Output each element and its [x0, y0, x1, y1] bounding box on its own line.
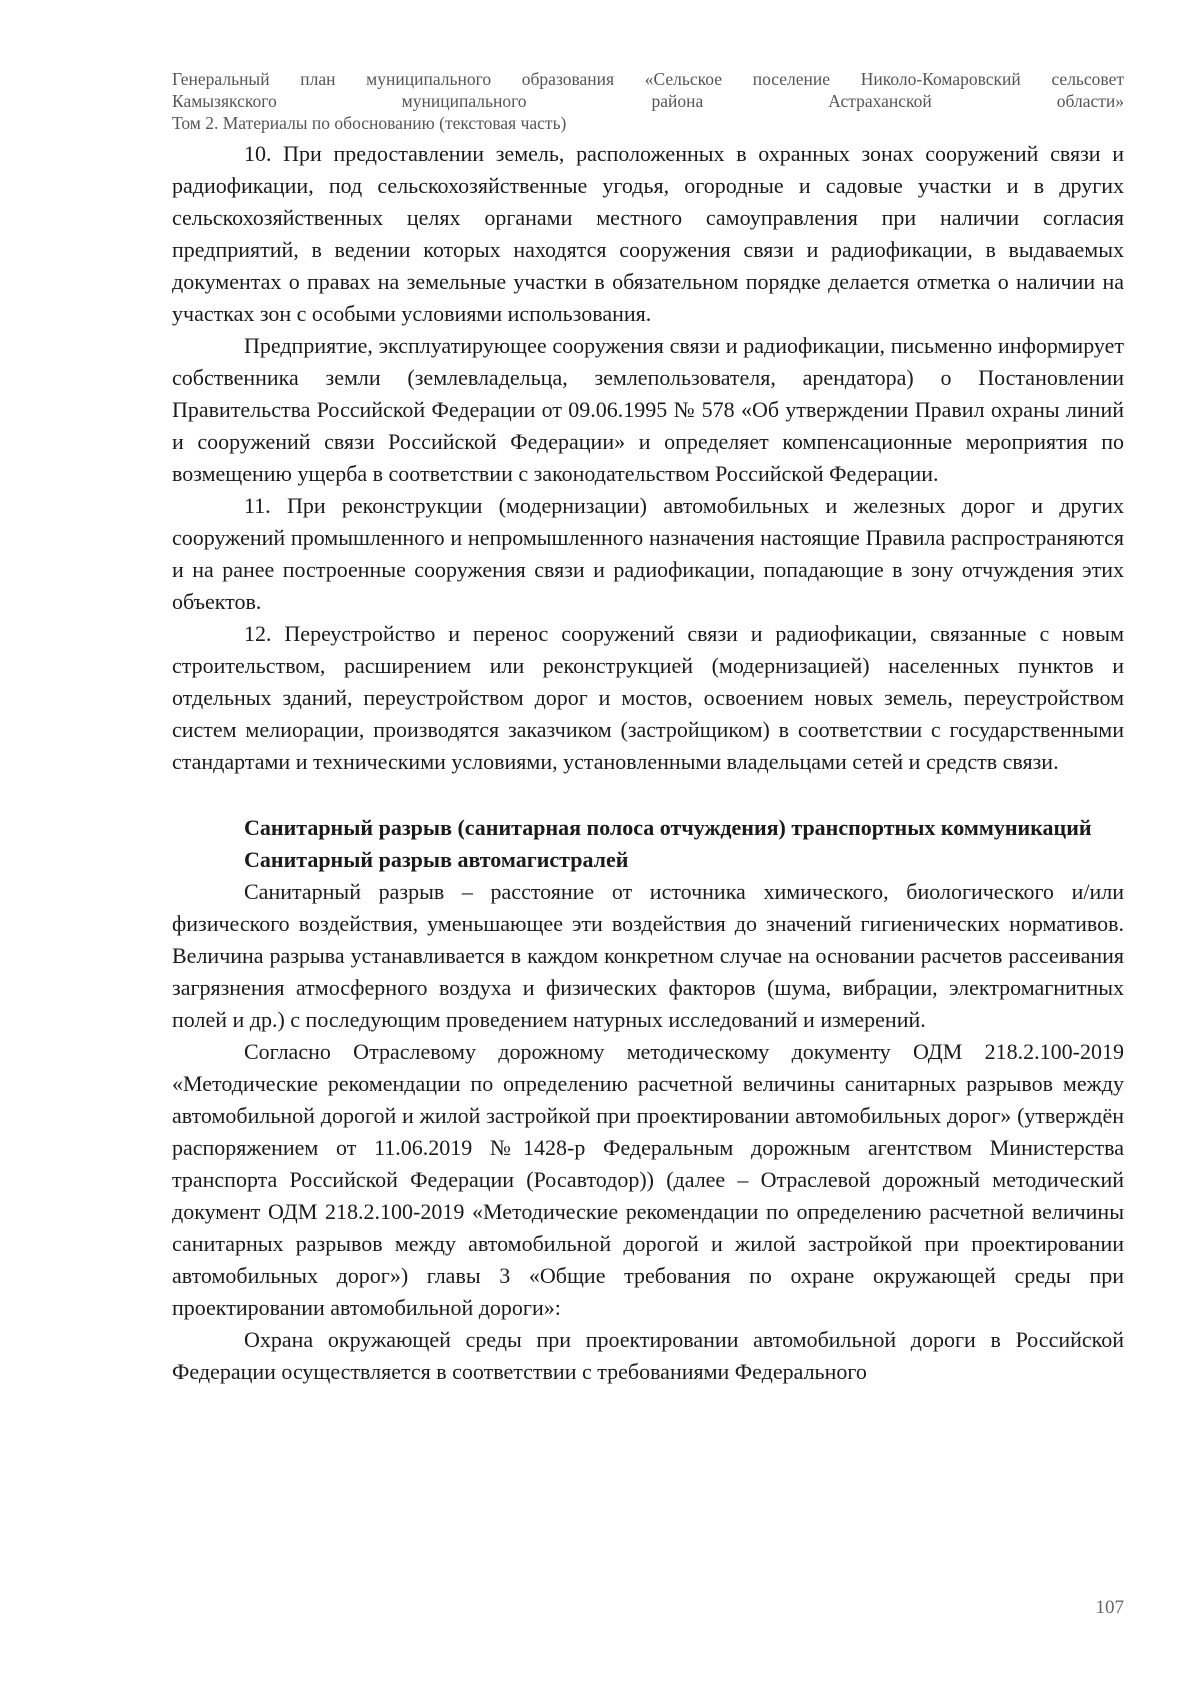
paragraph-enterprise: Предприятие, эксплуатирующее сооружения связи и радиофикации, письменно информирует собственника земли (землевладельца, землепользователя, арендатора) о Постановлении Правительства Российской Федерации от 09.06.1995 № 578 «Об утверждении Правил охраны линий и сооружений связи Российской Федерации» и определяет компенсационные мероприятия по возмещению ущерба в соответствии с законодательством Российской Федерации.	[172, 333, 1124, 486]
running-header	[172, 68, 1124, 134]
paragraph-sanitary-definition: Санитарный разрыв – расстояние от источника химического, биологического и/или физического воздействия, уменьшающее эти воздействия до значений гигиенических нормативов. Величина разрыва устанавливается в каждом конкретном случае на основании расчетов рассеивания загрязнения атмосферного воздуха и физических факторов (шума, вибрации, электромагнитных полей и др.) с последующим проведением натурных исследований и измерений.	[172, 879, 1124, 1032]
section-heading: Санитарный разрыв (санитарная полоса отчуждения) транспортных коммуникаций	[244, 815, 1092, 840]
document-body	[172, 138, 1124, 1388]
paragraph-item-12: 12. Переустройство и перенос сооружений связи и радиофикации, связанные с новым строительством, расширением или реконструкцией (модернизацией) населенных пунктов и отдельных зданий, переустройством дорог и мостов, освоением новых земель, переустройством систем мелиорации, производятся заказчиком (застройщиком) в соответствии с государственными стандартами и техническими условиями, установленными владельцами сетей и средств связи.	[172, 621, 1124, 774]
section-spacer	[172, 778, 1124, 812]
page-number: 107	[1095, 1597, 1124, 1618]
header-line-2: Камызякского муниципального района Астраханской области»	[172, 91, 1124, 111]
header-line-1: Генеральный план муниципального образования «Сельское поселение Николо-Комаровский сельсовет	[172, 69, 1124, 89]
paragraph-odm-reference: Согласно Отраслевому дорожному методическому документу ОДМ 218.2.100-2019 «Методические рекомендации по определению расчетной величины санитарных разрывов между автомобильной дорогой и жилой застройкой при проектировании автомобильных дорог» (утверждён распоряжением от 11.06.2019 №1428-р Федеральным дорожным агентством Министерства транспорта Российской Федерации (Росавтодор)) (далее – Отраслевой дорожный методический документ ОДМ 218.2.100-2019 «Методические рекомендации по определению расчетной величины санитарных разрывов между автомобильной дорогой и жилой застройкой при проектировании автомобильных дорог») главы 3 «Общие требования по охране окружающей среды при проектировании автомобильной дороги»:	[172, 1039, 1124, 1320]
header-line-3: Том 2. Материалы по обоснованию (текстовая часть)	[172, 113, 567, 133]
subsection-heading: Санитарный разрыв автомагистралей	[244, 847, 629, 872]
paragraph-item-10: 10. При предоставлении земель, расположенных в охранных зонах сооружений связи и радиофикации, под сельскохозяйственные угодья, огородные и садовые участки и в других сельскохозяйственных целях органами местного самоуправления при наличии согласия предприятий, в ведении которых находятся сооружения связи и радиофикации, в выдаваемых документах о правах на земельные участки в обязательном порядке делается отметка о наличии на участках зон с особыми условиями использования.	[172, 141, 1124, 326]
paragraph-environment-protection: Охрана окружающей среды при проектировании автомобильной дороги в Российской Федерации осуществляется в соответствии с требованиями Федерального	[172, 1327, 1124, 1384]
paragraph-item-11: 11. При реконструкции (модернизации) автомобильных и железных дорог и других сооружений промышленного и непромышленного назначения настоящие Правила распространяются и на ранее построенные сооружения связи и радиофикации, попадающие в зону отчуждения этих объектов.	[172, 493, 1124, 614]
